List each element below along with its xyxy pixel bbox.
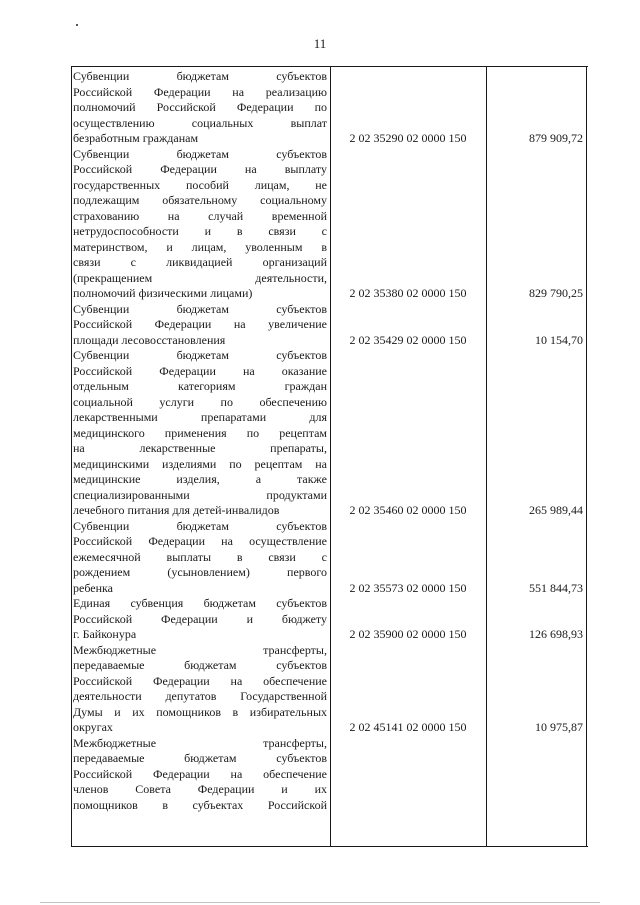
description-line: Российской Федерации на реализацию [73, 84, 327, 99]
description-line: отдельным категориям граждан [73, 379, 327, 393]
description-line-last: лечебного питания для детей-инвалидов [73, 503, 280, 517]
row-description [73, 519, 327, 597]
description-line: ежемесячной выплаты в связи с [73, 549, 327, 564]
row-amount: 265 989,44 [529, 503, 583, 517]
description-line: деятельности депутатов Государственной [73, 689, 327, 703]
description-line: передаваемые бюджетам субъектов [73, 658, 327, 672]
description-line: помощников в субъектах Российской [73, 797, 327, 812]
row-amount: 10 154,70 [535, 332, 583, 347]
description-line: Субвенции бюджетам субъектов [73, 348, 327, 362]
scan-speck [76, 24, 78, 26]
description-line: членов Совета Федерации и их [73, 782, 327, 796]
row-amount: 551 844,73 [529, 580, 583, 595]
description-line: Российской Федерации на увеличение [73, 317, 327, 331]
scan-bottom-edge [40, 902, 600, 903]
description-line: специализированными продуктами [73, 487, 327, 502]
description-line-last: округах [73, 720, 113, 734]
description-line: Межбюджетные трансферты, [73, 642, 327, 657]
row-description [73, 348, 327, 519]
row-description [73, 147, 327, 302]
description-line: Субвенции бюджетам субъектов [73, 146, 327, 161]
row-budget-code: 2 02 35573 02 0000 150 [349, 580, 467, 595]
description-line: Российской Федерации на оказание [73, 363, 327, 378]
description-line: страхованию на случай временной [73, 208, 327, 223]
row-budget-code: 2 02 35380 02 0000 150 [349, 286, 467, 300]
row-description [73, 643, 327, 736]
description-line: государственных пособий лицам, не [73, 177, 327, 192]
description-line: Российской Федерации на обеспечение [73, 766, 327, 781]
description-line-last: г. Байконура [73, 627, 137, 641]
description-line-last: ребенка [73, 580, 113, 595]
row-budget-code: 2 02 45141 02 0000 150 [349, 720, 467, 734]
description-line: медицинскими изделиями по рецептам на [73, 456, 327, 471]
description-line: Российской Федерации на осуществление [73, 534, 327, 548]
description-line: лекарственными препаратами для [73, 410, 327, 424]
table-border-left [71, 67, 72, 846]
description-line: Российской Федерации и бюджету [73, 611, 327, 626]
row-budget-code: 2 02 35290 02 0000 150 [349, 131, 467, 145]
description-line: полномочий Российской Федерации по [73, 100, 327, 114]
description-line: передаваемые бюджетам субъектов [73, 751, 327, 765]
description-line-last: безработным гражданам [73, 131, 199, 145]
description-line: Российской Федерации на обеспечение [73, 673, 327, 688]
description-line: Думы и их помощников в избирательных [73, 704, 327, 719]
description-line: (прекращением деятельности, [73, 270, 327, 285]
description-line: Субвенции бюджетам субъектов [73, 69, 327, 83]
row-amount: 10 975,87 [535, 720, 583, 734]
row-amount: 879 909,72 [529, 131, 583, 145]
row-amount: 829 790,25 [529, 286, 583, 300]
description-line: Субвенции бюджетам субъектов [73, 301, 327, 316]
description-line: Единая субвенция бюджетам субъектов [73, 596, 327, 610]
row-description [73, 736, 327, 814]
description-line: Субвенции бюджетам субъектов [73, 518, 327, 533]
row-budget-code: 2 02 35460 02 0000 150 [349, 503, 467, 517]
description-line: осуществлению социальных выплат [73, 115, 327, 130]
description-line: связи с ликвидацией организаций [73, 255, 327, 269]
row-budget-code: 2 02 35900 02 0000 150 [349, 627, 467, 641]
description-line: медицинские изделия, а также [73, 472, 327, 486]
page-number: 11 [313, 36, 327, 51]
row-description [73, 596, 327, 643]
description-line: медицинского применения по рецептам [73, 425, 327, 440]
description-line: Российской Федерации на выплату [73, 162, 327, 176]
budget-table [71, 66, 588, 847]
description-line: рождением (усыновлением) первого [73, 565, 327, 579]
table-divider-description-code [330, 67, 331, 846]
description-line: нетрудоспособности и в связи с [73, 224, 327, 238]
row-description [73, 302, 327, 349]
description-line: на лекарственные препараты, [73, 441, 327, 455]
row-amount: 126 698,93 [529, 627, 583, 641]
description-line-last: полномочий физическими лицами) [73, 286, 253, 300]
description-line: социальной услуги по обеспечению [73, 394, 327, 409]
row-description [73, 69, 327, 147]
table-divider-code-amount [486, 67, 487, 846]
description-line-last: площади лесовосстановления [73, 332, 226, 347]
description-line: материнством, и лицам, уволенным в [73, 239, 327, 254]
description-line: Межбюджетные трансферты, [73, 735, 327, 750]
row-budget-code: 2 02 35429 02 0000 150 [349, 332, 467, 347]
description-line: подлежащим обязательному социальному [73, 193, 327, 207]
table-border-right [586, 67, 587, 846]
